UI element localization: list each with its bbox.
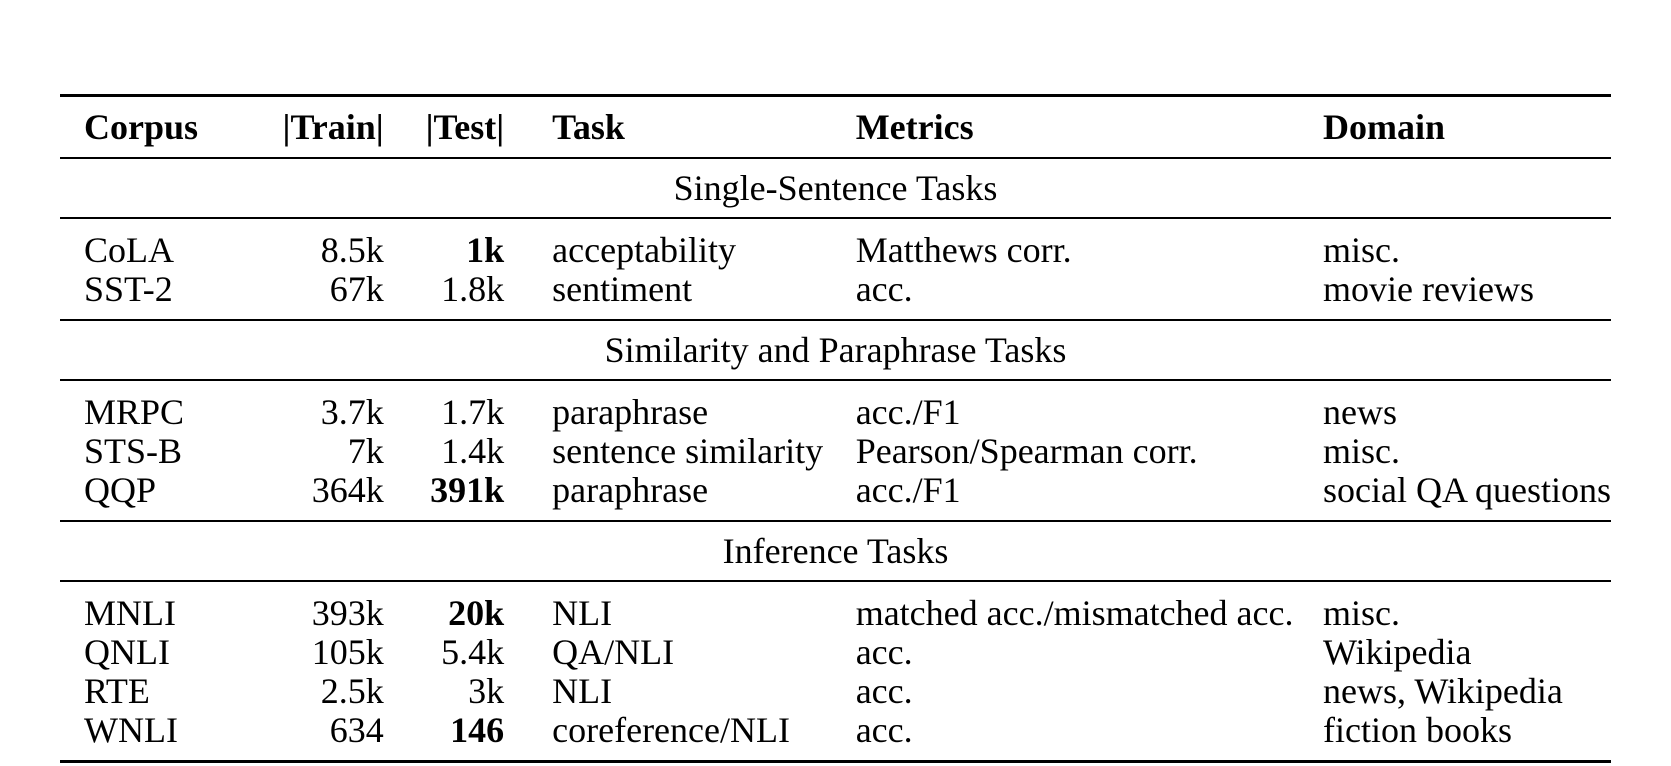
cell-task: NLI [552, 593, 613, 633]
header-test: |Test| [384, 96, 504, 159]
glue-benchmark-table [60, 94, 1611, 763]
table-row [60, 581, 1611, 633]
cell-train: 2.5k [320, 671, 384, 711]
cell-task: coreference/NLI [504, 711, 856, 762]
cell-train: 7k [347, 431, 384, 471]
table-row [60, 432, 1611, 471]
cell-test: 1.7k [441, 392, 505, 432]
section-title: Single-Sentence Tasks [60, 158, 1611, 218]
cell-metrics: acc. [856, 270, 1323, 320]
section-header-row [60, 158, 1611, 218]
cell-domain: movie reviews [1323, 270, 1611, 320]
cell-domain: misc. [1323, 593, 1401, 633]
cell-corpus: MNLI [84, 593, 176, 633]
header-metrics: Metrics [856, 96, 1323, 159]
cell-metrics: Matthews corr. [855, 230, 1072, 270]
cell-corpus: STS-B [84, 431, 183, 471]
cell-corpus: WNLI [60, 711, 234, 762]
header-train: |Train| [234, 96, 384, 159]
cell-domain: fiction books [1323, 711, 1611, 762]
table-row [60, 270, 1611, 320]
cell-task: QA/NLI [552, 632, 675, 672]
cell-test: 1k [466, 230, 505, 270]
section-title: Inference Tasks [60, 521, 1611, 581]
cell-metrics: matched acc./mismatched acc. [855, 593, 1294, 633]
cell-domain: news, Wikipedia [1323, 671, 1563, 711]
cell-task: sentiment [504, 270, 856, 320]
cell-test: 5.4k [441, 632, 505, 672]
table-row [60, 218, 1611, 270]
cell-train: 67k [234, 270, 384, 320]
cell-train: 634 [234, 711, 384, 762]
header-row [60, 96, 1611, 159]
table-row [60, 711, 1611, 762]
cell-corpus: SST-2 [60, 270, 234, 320]
header-domain: Domain [1323, 96, 1611, 159]
cell-train: 393k [311, 593, 384, 633]
cell-domain: news [1323, 392, 1398, 432]
cell-metrics: acc. [855, 671, 913, 711]
cell-test: 1.8k [384, 270, 504, 320]
cell-metrics: acc. [855, 632, 913, 672]
section-header-row [60, 320, 1611, 380]
cell-corpus: CoLA [84, 230, 174, 270]
cell-test: 20k [448, 593, 505, 633]
table-row [60, 672, 1611, 711]
section-header-row [60, 521, 1611, 581]
cell-train: 105k [311, 632, 384, 672]
cell-task: acceptability [552, 230, 737, 270]
glue-table-container [60, 94, 1611, 763]
cell-domain: social QA questions [1323, 471, 1611, 521]
cell-domain: Wikipedia [1323, 632, 1472, 672]
cell-metrics: acc./F1 [856, 471, 1323, 521]
cell-task: paraphrase [504, 471, 856, 521]
header-corpus: Corpus [60, 96, 234, 159]
cell-test: 1.4k [441, 431, 505, 471]
section-title: Similarity and Paraphrase Tasks [60, 320, 1611, 380]
cell-corpus: MRPC [84, 392, 185, 432]
table-row [60, 380, 1611, 432]
cell-train: 364k [234, 471, 384, 521]
table-row [60, 633, 1611, 672]
cell-task: sentence similarity [552, 431, 824, 471]
cell-metrics: acc./F1 [855, 392, 961, 432]
cell-metrics: Pearson/Spearman corr. [855, 431, 1198, 471]
cell-train: 8.5k [320, 230, 384, 270]
cell-corpus: QNLI [84, 632, 170, 672]
cell-corpus: RTE [84, 671, 150, 711]
cell-task: NLI [552, 671, 613, 711]
cell-corpus: QQP [60, 471, 234, 521]
cell-test: 391k [384, 471, 504, 521]
cell-domain: misc. [1323, 230, 1401, 270]
cell-domain: misc. [1323, 431, 1401, 471]
cell-metrics: acc. [856, 711, 1323, 762]
table-row [60, 471, 1611, 521]
cell-task: paraphrase [552, 392, 709, 432]
cell-train: 3.7k [320, 392, 384, 432]
cell-test: 146 [384, 711, 504, 762]
header-task: Task [504, 96, 856, 159]
cell-test: 3k [468, 671, 505, 711]
